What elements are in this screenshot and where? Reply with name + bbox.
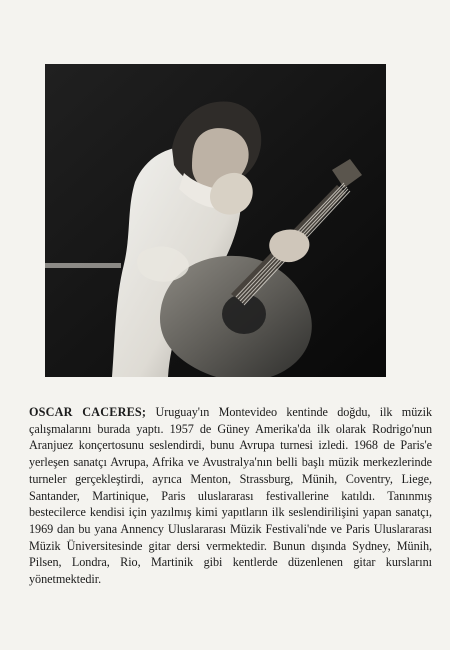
guitarist-photo: [45, 64, 386, 377]
guitarist-photo-graphic: [45, 64, 386, 377]
biography-body: Uruguay'ın Montevideo kentinde doğdu, ilk müzik çalışmalarını burada yaptı. 1957 de Güney Amerika'da ilk olarak Rodrigo'nun Aranjuez konçertosunu seslendirdi, bunu Avrupa turnesi izledi. 1968 de Paris'e yerleşen sanatçı Avrupa, Afrika ve Avustralya'nın belli başlı müzik merkezlerinde turneler gerçekleştirdi, ayrıca Menton, Strassburg, Münih, Coventry, Liege, Santander, Martinique, Paris uluslararası festivallerine katıldı. Tanınmış bestecilerce kendisi için yazılmış kimi yapıtların ilk seslendirilişini yapan sanatçı, 1969 dan bu yana Annency Uluslararası Müzik Festivali'nde ve Paris Uluslararası Müzik Üniversitesinde gitar dersi vermektedir. Bunun dışında Sydney, Münih, Pilsen, Londra, Rio, Martinik gibi kentlerde düzenlenen gitar kurslarını yönetmektedir.: [29, 405, 432, 587]
biography-paragraph: [29, 404, 432, 588]
musician-name: OSCAR CACERES;: [29, 405, 147, 419]
biography-text: [29, 404, 432, 588]
stage-light-bar: [45, 263, 121, 268]
